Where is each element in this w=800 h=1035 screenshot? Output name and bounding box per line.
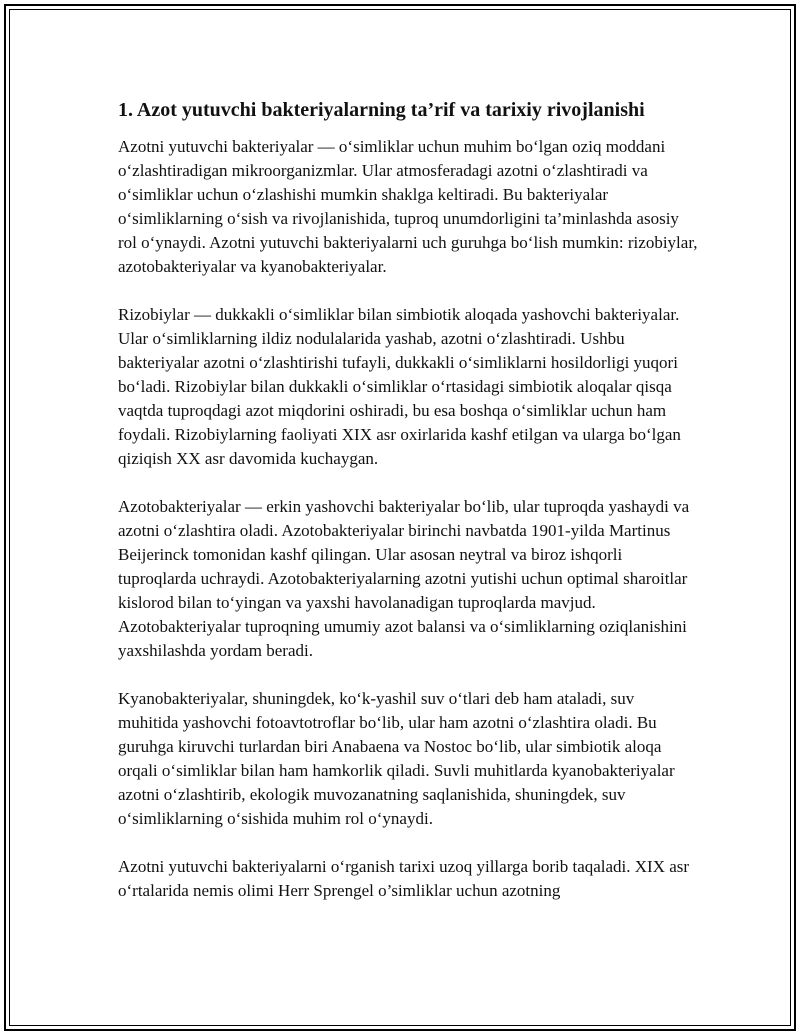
document-body — [118, 97, 698, 927]
paragraph-intro: Azotni yutuvchi bakteriyalar — o‘simliklar uchun muhim bo‘lgan oziq moddani o‘zlashtiradigan mikroorganizmlar. Ular atmosferadagi azotni o‘zlashtiradi va o‘simliklar uchun o‘zlashishi mumkin shaklga keltiradi. Bu bakteriyalar o‘simliklarning o‘sish va rivojlanishida, tuproq unumdorligini ta’minlashda asosiy rol o‘ynaydi. Azotni yutuvchi bakteriyalarni uch guruhga bo‘lish mumkin: rizobiylar, azotobakteriyalar va kyanobakteriyalar. — [118, 137, 698, 276]
paragraph-cyanobacteria: Kyanobakteriyalar, shuningdek, ko‘k-yashil suv o‘tlari deb ham ataladi, suv muhitida yashovchi fotoavtotroflar bo‘lib, ular ham azotni o‘zlashtira oladi. Bu guruhga kiruvchi turlardan biri Anabaena va Nostoc bo‘lib, ular simbiotik aloqa orqali o‘simliklar bilan ham hamkorlik qiladi. Suvli muhitlarda kyanobakteriyalar azotni o‘zlashtirib, ekologik muvozanatning saqlanishida, shuningdek, suv o‘simliklarning o‘sishida muhim rol o‘ynaydi. — [118, 689, 675, 828]
paragraph-rhizobia: Rizobiylar — dukkakli o‘simliklar bilan simbiotik aloqada yashovchi bakteriyalar. Ular o‘simliklarning ildiz nodulalarida yashab, azotni o‘zlashtiradi. Ushbu bakteriyalar azotni o‘zlashtirishi tufayli, dukkakli o‘simliklarni hosildorligi yuqori bo‘ladi. Rizobiylar bilan dukkakli o‘simliklar o‘rtasidagi simbiotik aloqalar qisqa vaqtda tuproqdagi azot miqdorini oshiradi, bu esa boshqa o‘simliklar uchun ham foydali. Rizobiylarning faoliyati XIX asr oxirlarida kashf etilgan va ularga bo‘lgan qiziqish XX asr davomida kuchaygan. — [118, 305, 681, 468]
section-heading: 1. Azot yutuvchi bakteriyalarning ta’rif va tarixiy rivojlanishi — [118, 99, 645, 121]
paragraph-azotobacter: Azotobakteriyalar — erkin yashovchi bakteriyalar bo‘lib, ular tuproqda yashaydi va azotni o‘zlashtira oladi. Azotobakteriyalar birinchi navbatda 1901-yilda Martinus Beijerinck tomonidan kashf qilingan. Ular asosan neytral va biroz ishqorli tuproqlarda uchraydi. Azotobakteriyalarning azotni yutishi uchun optimal sharoitlar kislorod bilan to‘yingan va yaxshi havolanadigan tuproqlarda mavjud. Azotobakteriyalar tuproqning umumiy azot balansi va o‘simliklarning oziqlanishini yaxshilashda yordam beradi. — [118, 497, 690, 660]
paragraph-history: Azotni yutuvchi bakteriyalarni o‘rganish tarixi uzoq yillarga borib taqaladi. XIX asr o‘rtalarida nemis olimi Herr Sprengel o’simliklar uchun azotning — [118, 857, 690, 900]
document-page — [4, 4, 796, 1031]
